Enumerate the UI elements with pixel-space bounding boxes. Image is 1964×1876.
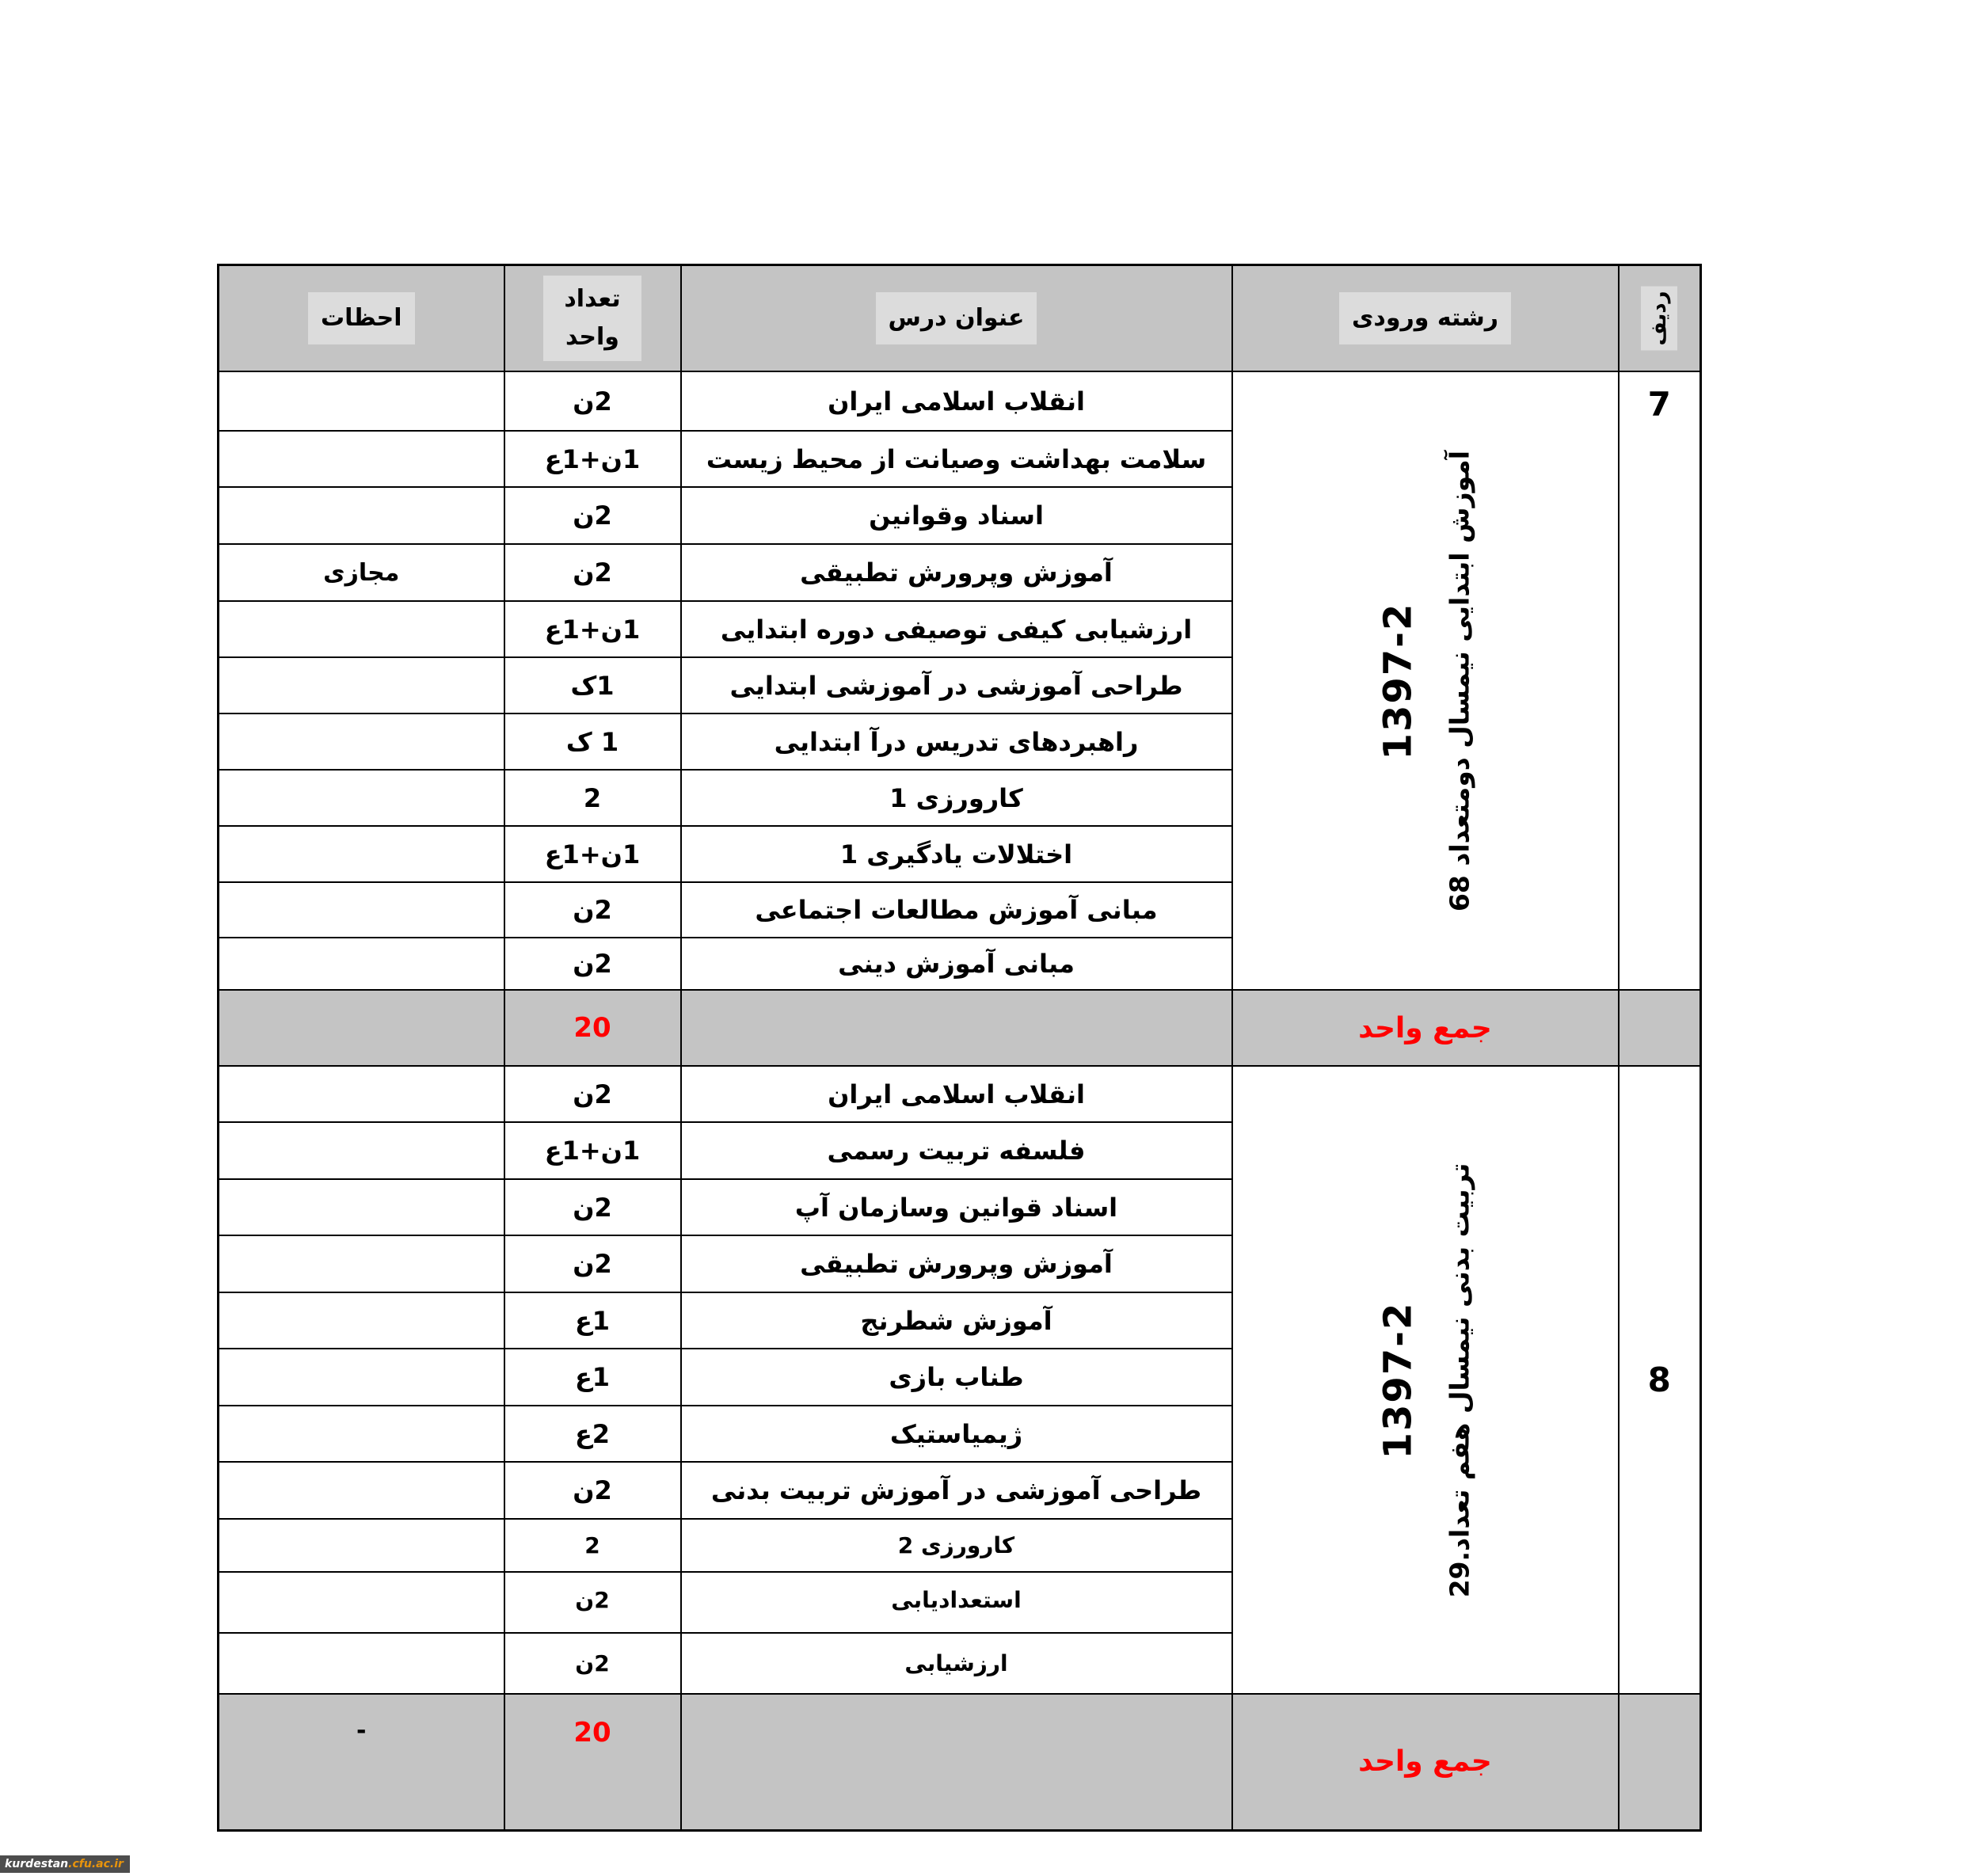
course-title: فلسفه تربیت رسمی — [681, 1122, 1232, 1179]
course-note — [219, 657, 504, 713]
course-units: 2 — [504, 770, 681, 826]
course-title: مبانی آموزش مطالعات اجتماعی — [681, 882, 1232, 938]
course-units: 2 — [504, 1519, 681, 1572]
course-schedule-table — [217, 264, 1702, 1832]
course-units: 1ع — [504, 1349, 681, 1406]
course-note — [219, 1519, 504, 1572]
course-units: 1ن+1ع — [504, 826, 681, 882]
course-units: 2ع — [504, 1406, 681, 1462]
section1-program: آموزش ابتدایی نیمسال دومتعداد 68 — [1444, 450, 1475, 911]
sum-total: 20 — [504, 990, 681, 1066]
site-watermark — [0, 1855, 130, 1873]
course-units: 2ن — [504, 1633, 681, 1694]
course-note — [219, 1633, 504, 1694]
table-row — [219, 371, 1701, 431]
sum-note: - — [219, 1694, 504, 1830]
course-units: 2ن — [504, 1462, 681, 1519]
course-note — [219, 770, 504, 826]
course-note: مجازی — [219, 544, 504, 601]
section2-program-vertical — [1376, 1075, 1475, 1685]
course-units: 2ن — [504, 1066, 681, 1122]
course-title: راهبردهای تدریس درآ ابتدایی — [681, 713, 1232, 770]
course-note — [219, 371, 504, 431]
course-note — [219, 487, 504, 544]
course-units: 2ن — [504, 882, 681, 938]
course-title: ژیمیاستیک — [681, 1406, 1232, 1462]
course-units: 2ن — [504, 371, 681, 431]
course-title: طراحی آموزشی در آموزشی ابتدایی — [681, 657, 1232, 713]
course-note — [219, 1349, 504, 1406]
section2-program: تربیت بدنی نیمسال هفم تعداد.29 — [1444, 1163, 1475, 1597]
section2-program-cell — [1232, 1066, 1619, 1694]
course-units: 1ن+1ع — [504, 431, 681, 487]
course-title: طراحی آموزشی در آموزش تربیت بدنی — [681, 1462, 1232, 1519]
course-note — [219, 1066, 504, 1122]
sum-note — [219, 990, 504, 1066]
sum-empty-cell — [681, 990, 1232, 1066]
course-title: انقلاب اسلامی ایران — [681, 1066, 1232, 1122]
sum-radif-cell — [1619, 1694, 1701, 1830]
course-note — [219, 713, 504, 770]
course-note — [219, 1122, 504, 1179]
sum-label: جمع واحد — [1232, 990, 1619, 1066]
course-units: 1 ک — [504, 713, 681, 770]
course-title: کارورزی 2 — [681, 1519, 1232, 1572]
course-units: 2ن — [504, 938, 681, 990]
header-radif-label: ردیف — [1641, 286, 1677, 350]
course-title: سلامت بهداشت وصیانت از محیط زیست — [681, 431, 1232, 487]
header-radif — [1619, 265, 1701, 372]
course-units: 1ع — [504, 1292, 681, 1349]
course-units: 2ن — [504, 1179, 681, 1235]
course-title: ارزشیابی کیفی توصیفی دوره ابتدایی — [681, 601, 1232, 657]
course-note — [219, 1572, 504, 1633]
course-title: طناب بازی — [681, 1349, 1232, 1406]
section1-sum-row — [219, 990, 1701, 1066]
course-note — [219, 882, 504, 938]
sum-total: 20 — [504, 1694, 681, 1830]
section1-year: 1397-2 — [1376, 602, 1420, 759]
header-onvan: عنوان درس — [681, 265, 1232, 372]
header-molahezat: احظات — [219, 265, 504, 372]
course-units: 2ن — [504, 1235, 681, 1292]
course-title: اسناد وقوانین — [681, 487, 1232, 544]
course-note — [219, 826, 504, 882]
watermark-suffix: .cfu.ac.ir — [68, 1858, 124, 1870]
sum-label: جمع واحد — [1232, 1694, 1619, 1830]
course-title: انقلاب اسلامی ایران — [681, 371, 1232, 431]
header-reshte: رشته ورودی — [1232, 265, 1619, 372]
course-units: 1ک — [504, 657, 681, 713]
course-title: آموزش وپرورش تطبیقی — [681, 1235, 1232, 1292]
table-row — [219, 1066, 1701, 1122]
course-title: کارورزی 1 — [681, 770, 1232, 826]
course-units: 2ن — [504, 1572, 681, 1633]
course-title: اختلالات یادگیری 1 — [681, 826, 1232, 882]
course-note — [219, 601, 504, 657]
section1-number: 7 — [1619, 371, 1701, 990]
course-units: 2ن — [504, 544, 681, 601]
course-title: استعدادیابی — [681, 1572, 1232, 1633]
course-title: ارزشیابی — [681, 1633, 1232, 1694]
course-title: مبانی آموزش دینی — [681, 938, 1232, 990]
course-title: آموزش وپرورش تطبیقی — [681, 544, 1232, 601]
course-note — [219, 431, 504, 487]
sum-radif-cell — [1619, 990, 1701, 1066]
course-note — [219, 1235, 504, 1292]
course-units: 1ن+1ع — [504, 601, 681, 657]
course-note — [219, 1406, 504, 1462]
section2-year: 1397-2 — [1376, 1301, 1420, 1459]
section2-sum-row — [219, 1694, 1701, 1830]
course-note — [219, 1292, 504, 1349]
course-note — [219, 1179, 504, 1235]
course-note — [219, 1462, 504, 1519]
course-title: اسناد قوانین وسازمان آپ — [681, 1179, 1232, 1235]
header-tedad: تعداد واحد — [504, 265, 681, 372]
section1-program-vertical — [1376, 380, 1475, 982]
course-units: 1ن+1ع — [504, 1122, 681, 1179]
header-row — [219, 265, 1701, 372]
course-title: آموزش شطرنج — [681, 1292, 1232, 1349]
watermark-site: kurdestan — [5, 1858, 69, 1870]
sum-empty-cell — [681, 1694, 1232, 1830]
course-units: 2ن — [504, 487, 681, 544]
course-note — [219, 938, 504, 990]
section1-program-cell — [1232, 371, 1619, 990]
section2-number: 8 — [1619, 1066, 1701, 1694]
